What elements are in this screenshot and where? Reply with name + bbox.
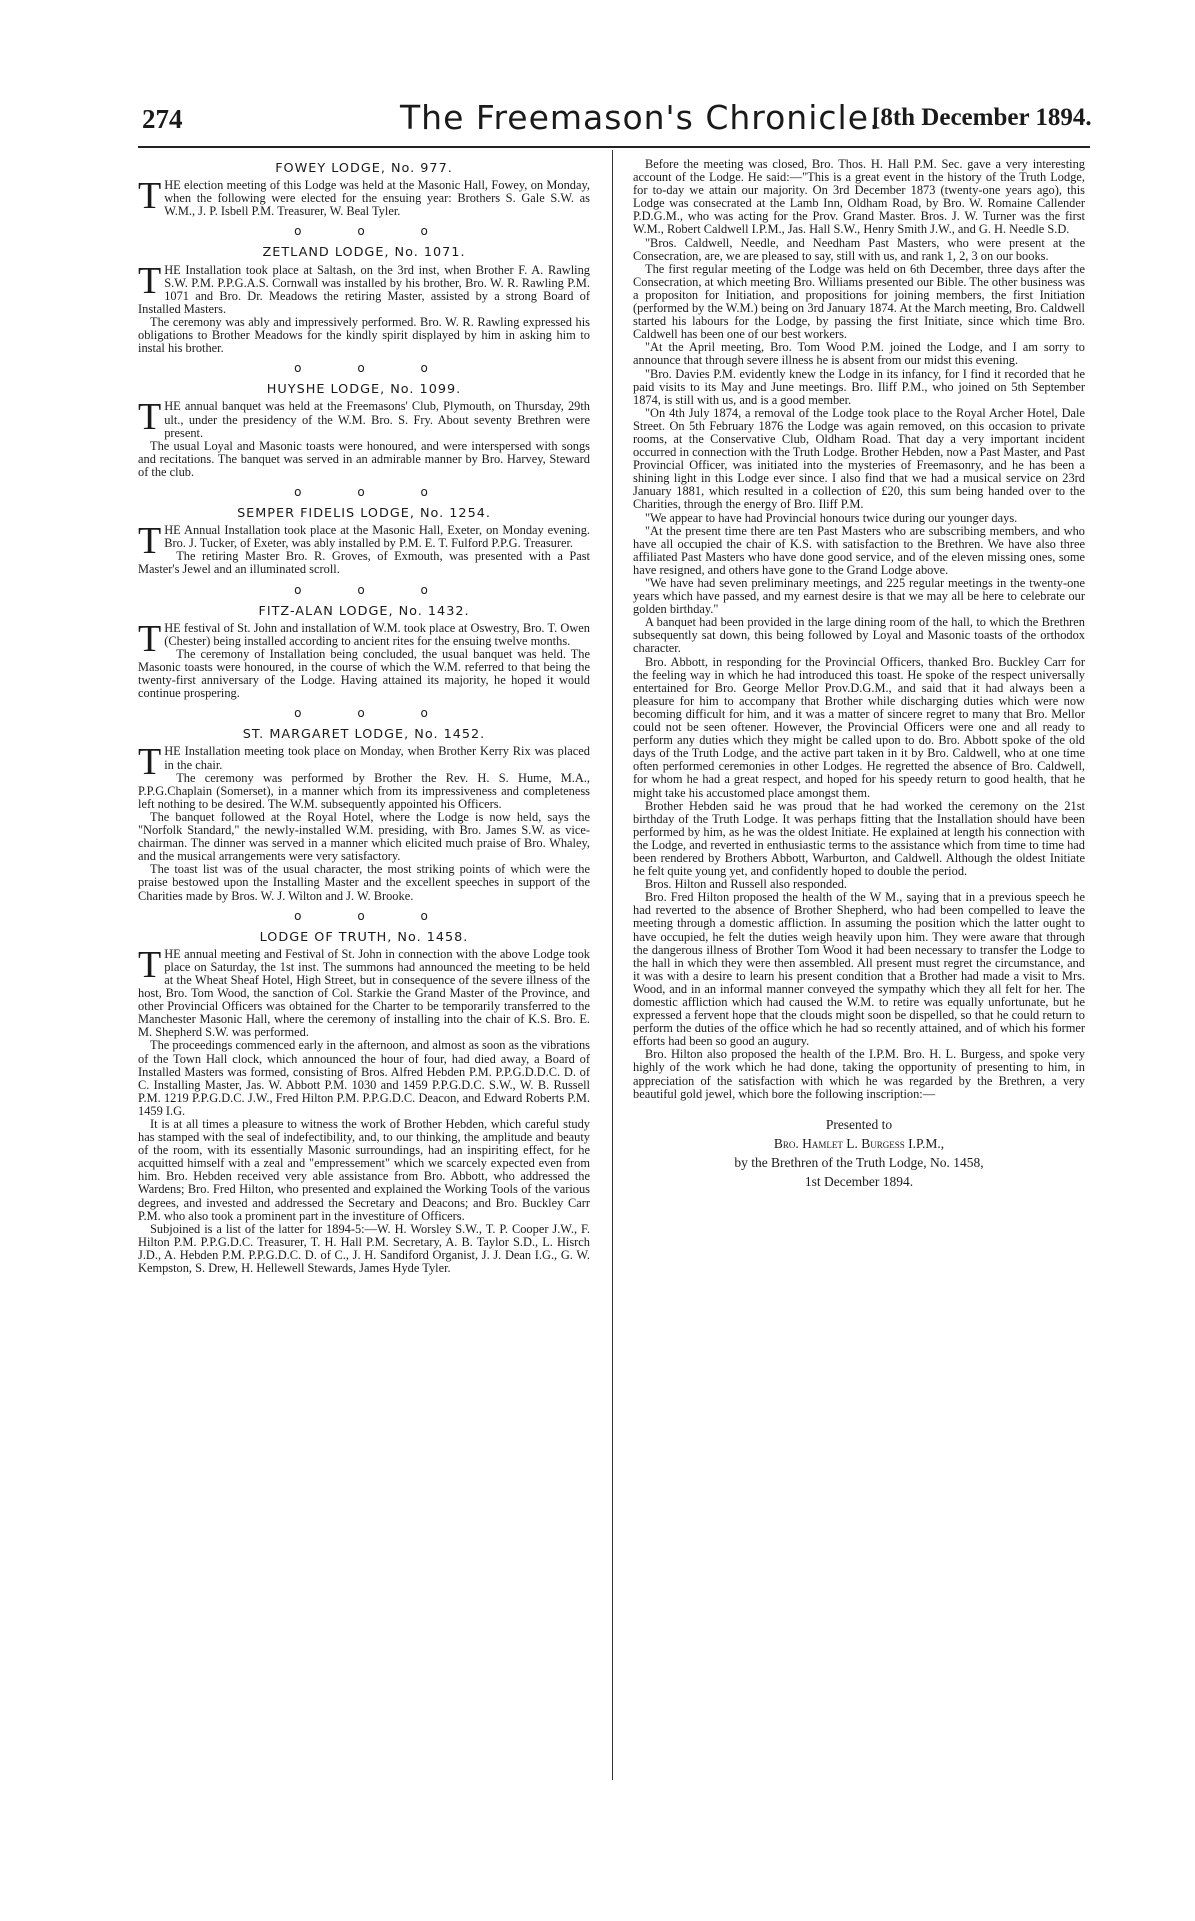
article-heading: ST. MARGARET LODGE, No. 1452. bbox=[242, 727, 486, 743]
article-paragraph: THE Installation took place at Saltash, on the 3rd inst, when Brother F. A. Rawling S.W. P.M. P.P.G.A.S. Cornwall was installed by his brother, Bro. W. R. Rawling P.M. 1071 and Bro. Dr. Meadows the retiring Master, assisted by a strong Board of Installed Masters. bbox=[138, 259, 590, 316]
section-separator: o o o bbox=[294, 484, 454, 499]
article-paragraph: The ceremony was performed by Brother the Rev. H. S. Hume, M.A., P.P.G.Chaplain (Somerset), in a manner which from its impressiveness and completeness left nothing to be desired. The W.M. subsequently appointed his Officers. bbox=[138, 770, 590, 811]
article-paragraph: THE election meeting of this Lodge was held at the Masonic Hall, Fowey, on Monday, when the following were elected for the ensuing year: Brothers S. Gale S.W. as W.M., J. P. Isbell P.M. Treasurer, W. Beal Tyler. bbox=[138, 175, 590, 219]
article-paragraph: THE Annual Installation took place at the Masonic Hall, Exeter, on Monday evening. Bro. J. Tucker, of Exeter, was ably installed by P.M. E. T. Fulford P.P.G. Treasurer. bbox=[138, 520, 590, 563]
article-paragraph: "At the present time there are ten Past Masters who are subscribing members, and who have all occupied the chair of K.S. with satisfaction to the Brethren. We have also three affiliated Past Masters who have done good service, and of the eleven missing ones, some have resigned, and others have gone to the Grand Lodge above. bbox=[633, 523, 1085, 577]
article-paragraph: Bro. Fred Hilton proposed the health of the W M., saying that in a previous speech he had reverted to the absence of Brother Shepherd, who had been compelled to leave the meeting through a domestic affliction. In assuming the position which the latter ought to have occupied, he felt the duties weigh heavily upon him. They were aware that through the dangerous illness of Brother Tom Wood it had been necessary to transfer the Lodge to the hall in which they were then assembled. All present must regret the circumstance, and it was with a desire to learn his present condition that a Brother had made a visit to Mrs. Wood, and in an informal manner conveyed the sympathy which they all felt for her. The domestic affliction which had caused the W.M. to retire was equally unfortunate, but he expressed a fervent hope that the clouds might soon be dispelled, so that he could return to perform the duties of the office which he had so recently attained, and of which his former efforts had been so good an augury. bbox=[633, 890, 1085, 1049]
article-paragraph: THE Installation meeting took place on Monday, when Brother Kerry Rix was placed in the chair. bbox=[138, 741, 590, 784]
masthead bbox=[0, 0, 1195, 137]
left-column bbox=[138, 158, 590, 1275]
right-column bbox=[633, 158, 1085, 1191]
article-paragraph: It is at all times a pleasure to witness the work of Brother Hebden, which careful study has stamped with the seal of indefectibility, and, to our thinking, the amplitude and beauty of the room, with its essentially Masonic surroundings, had an inspiriting effect, for he acquitted himself with a zeal and "empressement" which we scarcely expected even from him. Bro. Hebden received very able assistance from Bro. Abbott, who addressed the Wardens; Bro. Fred Hilton, who presented and explained the Working Tools of the various degrees, and invested and addressed the Secretary and Deacons; and Bro. Buckley Carr P.M. who also took a prominent part in the investiture of Officers. bbox=[138, 1117, 590, 1223]
article-paragraph: The ceremony was ably and impressively performed. Bro. W. R. Rawling expressed his obligations to Brother Meadows for the kindly spirit displayed by him in asking him to instal his brother. bbox=[138, 314, 590, 356]
drop-cap: T bbox=[138, 520, 162, 563]
section-separator: o o o bbox=[294, 908, 454, 923]
article-paragraph: The banquet followed at the Royal Hotel, where the Lodge is now held, says the "Norfolk Standard," the newly-installed W.M. presiding, with Bro. James S.W. as vice-chairman. The dinner was served in a manner which elicited much praise of Bro. Whaley, and the musical arrangements were very satisfactory. bbox=[138, 809, 590, 864]
article-paragraph: Bros. Hilton and Russell also responded. bbox=[645, 877, 848, 892]
article-paragraph: "Bro. Davies P.M. evidently knew the Lodge in its infancy, for I find it recorded that he paid visits to its May and June meetings. Bro. Iliff P.M., who joined on 5th September 1874, is still with us, and is a good member. bbox=[633, 366, 1085, 407]
inscription-line: by the Brethren of the Truth Lodge, No. 1458, bbox=[734, 1154, 984, 1170]
article-paragraph: The usual Loyal and Masonic toasts were honoured, and were interspersed with songs and recitations. The banquet was served in an admirable manner by Bro. Harvey, Steward of the club. bbox=[138, 438, 590, 479]
section-separator: o o o bbox=[294, 361, 454, 376]
drop-cap: T bbox=[138, 943, 162, 986]
article-paragraph: "At the April meeting, Bro. Tom Wood P.M. joined the Lodge, and I am sorry to announce that through severe illness he is absent from our midst this evening. bbox=[633, 340, 1085, 368]
inscription-line: Presented to bbox=[825, 1116, 893, 1132]
issue-date: [8th December 1894. bbox=[872, 104, 1092, 131]
article-heading: SEMPER FIDELIS LODGE, No. 1254. bbox=[237, 506, 491, 522]
article-paragraph: THE festival of St. John and installation of W.M. took place at Oswestry, Bro. T. Owen (Chester) being installed according to ancient rites for the ensuing twelve months. bbox=[138, 617, 590, 660]
article-paragraph: "We have had seven preliminary meetings, and 225 regular meetings in the twenty-one years which have passed, and my earnest desire is that we may all be here to celebrate our golden birthday." bbox=[633, 576, 1085, 617]
article-paragraph: "We appear to have had Provincial honours twice during our younger days. bbox=[645, 510, 1018, 525]
article-heading: FITZ-ALAN LODGE, No. 1432. bbox=[258, 603, 470, 619]
article-paragraph: Subjoined is a list of the latter for 1894-5:—W. H. Worsley S.W., T. P. Cooper J.W., F. Hilton P.M. P.P.G.D.C. Treasurer, T. H. Hall P.M. Secretary, A. B. Taylor S.D., L. Hisrch J.D., A. Hebden P.M. P.P.G.D.C. D. of C., J. H. Sandiford Organist, J. J. Dean I.G., G. W. Kempston, S. Drew, H. Hellewell Stewards, James Hyde Tyler. bbox=[138, 1221, 590, 1276]
article-paragraph: The toast list was of the usual character, the most striking points of which were the praise bestowed upon the Installing Master and the excellent speeches in support of the Charities made by Bros. W. J. Wilton and J. W. Brooke. bbox=[138, 862, 590, 903]
article-paragraph: Brother Hebden said he was proud that he had worked the ceremony on the 21st birthday of the Truth Lodge. It was perhaps fitting that the Installation should have been performed by him, as he was the oldest Initiate. He explained at length his connection with the Lodge, and reverted in enthusiastic terms to the assistance which from time to time had been rendered by Brothers Abbott, Warburton, and Caldwell. Although the oldest Initiate he felt quite young yet, and confidently hoped to double the period. bbox=[633, 798, 1085, 879]
article-heading: HUYSHE LODGE, No. 1099. bbox=[266, 382, 462, 398]
article-paragraph: Bro. Hilton also proposed the health of the I.P.M. Bro. H. L. Burgess, and spoke very highly of the work which he had done, taking the opportunity of presenting to him, in appreciation of the satisfaction with which he was regarded by the Brethren, a very beautiful gold jewel, which bore the following inscription:— bbox=[633, 1047, 1085, 1101]
article-paragraph: "On 4th July 1874, a removal of the Lodge took place to the Royal Archer Hotel, Dale Street. On 5th February 1876 the Lodge was again removed, on this occasion to private rooms, at the Conservative Club, Oldham Road. That day a very important incident occurred in connection with the Truth Lodge. Brother Hebden, now a Past Master, and Past Provincial Officer, was initiated into the mysteries of Freemasonry, and he has been a shining light in this Lodge ever since. I also find that we had a musical service on 23rd January 1881, which resulted in a collection of £20, this sum being handed over to the Charities, through the energy of Bro. Iliff P.M. bbox=[633, 405, 1086, 512]
article-paragraph: THE annual meeting and Festival of St. John in connection with the above Lodge took place on Saturday, the 1st inst. The summons had announced the meeting to be held at the Wheat Sheaf Hotel, High Street, but in consequence of the severe illness of the host, Bro. Tom Wood, the sanction of Col. Starkie the Grand Master of the Province, and other Provincial Officers was obtained for the Charter to be temporarily transferred to the Manchester Masonic Hall, where the ceremony of installing into the chair of K.S. Bro. E. M. Shepherd S.W. was performed. bbox=[138, 943, 590, 1040]
inscription-line: Bro. Hamlet L. Burgess I.P.M., bbox=[773, 1135, 945, 1151]
article-paragraph: THE annual banquet was held at the Freemasons' Club, Plymouth, on Thursday, 29th ult., under the presidency of the W.M. Bro. S. Fry. About seventy Brethren were present. bbox=[138, 396, 590, 440]
publication-title: The Freemason's Chronicle. bbox=[400, 98, 881, 137]
drop-cap: T bbox=[138, 741, 162, 784]
drop-cap: T bbox=[138, 259, 162, 302]
presentation-inscription bbox=[633, 1115, 1085, 1191]
article-paragraph: The proceedings commenced early in the afternoon, and almost as soon as the vibrations of the Town Hall clock, which announced the hour of four, had died away, a Board of Installed Masters was formed, consisting of Bros. Alfred Hebden P.M. P.P.G.D.D.C. D. of C. Installing Master, Jas. W. Abbott P.M. 1030 and 1459 P.P.G.D.C. S.W., W. B. Russell P.M. 1219 P.P.G.D.C. J.W., Fred Hilton P.M. P.P.G.D.C. Deacon, and Edward Roberts P.M. 1459 I.G. bbox=[138, 1038, 590, 1118]
article-paragraph: A banquet had been provided in the large dining room of the hall, to which the Brethren subsequently sat down, this being followed by Loyal and Masonic toasts of the orthodox character. bbox=[633, 615, 1085, 656]
inscription-line: 1st December 1894. bbox=[804, 1173, 914, 1189]
drop-cap: T bbox=[138, 617, 162, 660]
section-separator: o o o bbox=[294, 582, 454, 597]
article-heading: ZETLAND LODGE, No. 1071. bbox=[262, 245, 466, 261]
article-heading: LODGE OF TRUTH, No. 1458. bbox=[259, 929, 469, 945]
section-separator: o o o bbox=[294, 224, 454, 239]
article-paragraph: The first regular meeting of the Lodge was held on 6th December, three days after the Consecration, at which meeting Bro. Williams presented our Bible. The other business was a propositon for Initiation, and propositions for joining members, the first Initiation (performed by the W.M.) being on 3rd January 1874. At the March meeting, Bro. Caldwell started his labours for the Lodge, by passing the first Initiate, since which time Bro. Caldwell has been one of our best workers. bbox=[633, 261, 1085, 342]
article-paragraph: "Bros. Caldwell, Needle, and Needham Past Masters, who were present at the Consecration, are, we are pleased to say, still with us, and rank 1, 2, 3 on our books. bbox=[633, 235, 1085, 263]
article-heading: FOWEY LODGE, No. 977. bbox=[275, 161, 453, 176]
article-paragraph: The retiring Master Bro. R. Groves, of Exmouth, was presented with a Past Master's Jewel and an illuminated scroll. bbox=[138, 549, 590, 577]
section-separator: o o o bbox=[294, 706, 454, 721]
article-paragraph: Before the meeting was closed, Bro. Thos. H. Hall P.M. Sec. gave a very interesting account of the Lodge. He said:—"This is a great event in the history of the Truth Lodge, for to-day we attain our majority. On 3rd December 1873 (twenty-one years ago), this Lodge was consecrated at the Lamb Inn, Oldham Road, by Bro. W. Romaine Callender P.D.G.M., who was acting for the Prov. Grand Master. Bros. J. W. Turner was the first W.M., Robert Caldwell I.P.M., Jas. Hall S.W., Henry Smith J.W., and G. H. Needle S.D. bbox=[633, 157, 1085, 237]
article-paragraph: Bro. Abbott, in responding for the Provincial Officers, thanked Bro. Buckley Carr for the feeling way in which he had introduced this toast. He spoke of the respect universally entertained for Bro. George Mellor Prov.D.G.M., and said that it had always been a pleasure for him to accompany that Brother while discharging duties which were now becoming difficult for him, and it was a matter of sincere regret to many that Bro. Mellor could not be seen oftener. However, the Provincial Officers were one and all ready to perform any duties which they might be called upon to do. Bro. Abbott spoke of the old days of the Truth Lodge, and the active part taken in it by Bro. Caldwell, who at one time often performed ceremonies in other Lodges. He regretted the absence of Bro. Caldwell, for whom he had a great respect, and hoped for his speedy return to good health, that he might take his accustomed place amongst them. bbox=[633, 654, 1085, 800]
drop-cap: T bbox=[138, 396, 162, 439]
article-paragraph: The ceremony of Installation being concluded, the usual banquet was held. The Masonic toasts were honoured, in the course of which the W.M. referred to that being the twenty-first anniversary of the Lodge. Having attained its majority, he hoped it would continue prospering. bbox=[138, 646, 590, 701]
page-number: 274 bbox=[142, 104, 183, 134]
drop-cap: T bbox=[138, 175, 162, 218]
column-divider bbox=[612, 150, 613, 1780]
header-rule bbox=[138, 146, 1090, 148]
